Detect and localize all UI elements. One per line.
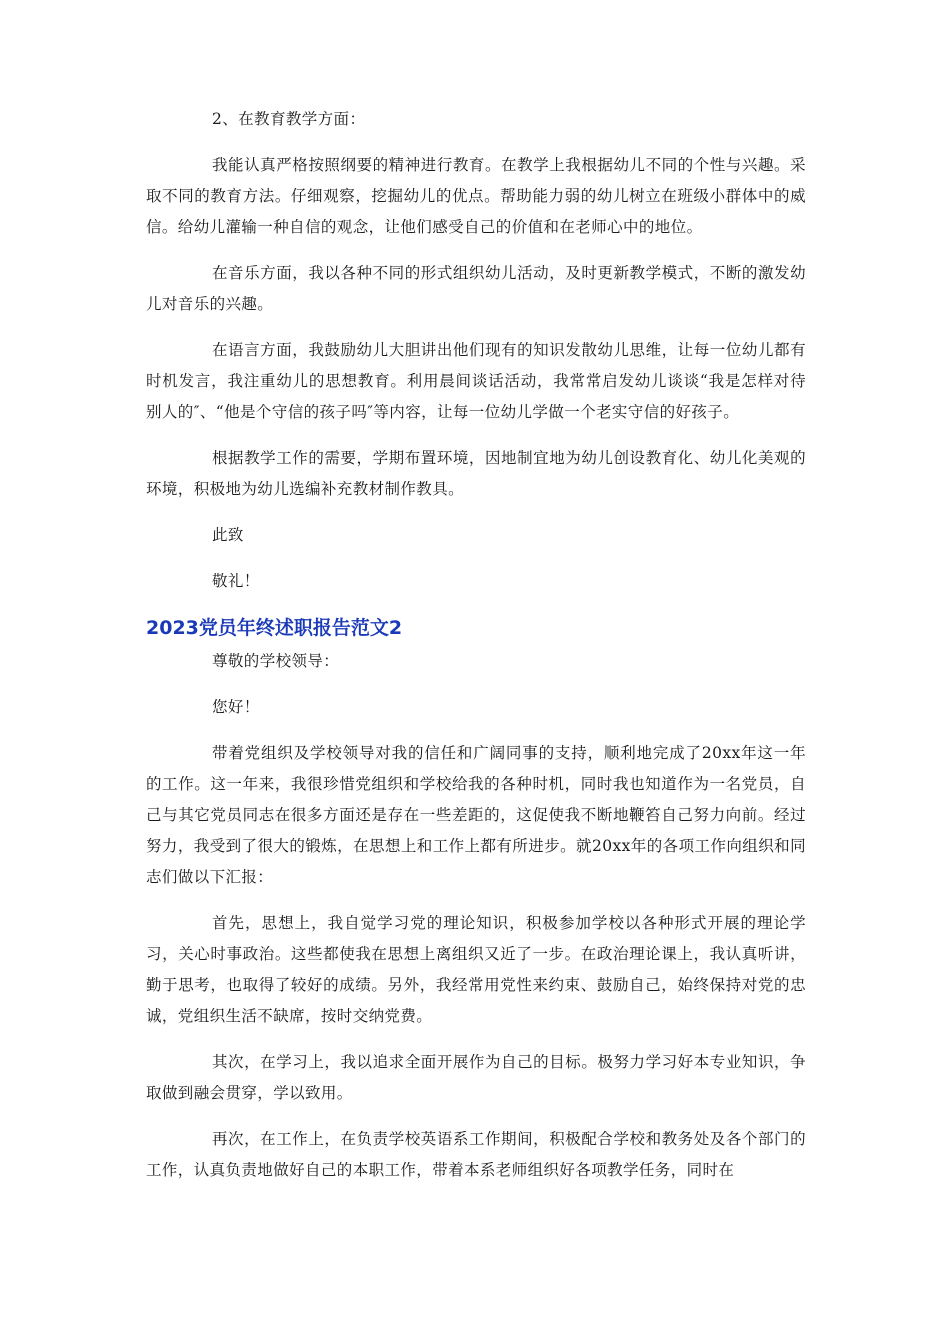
greeting: 尊敬的学校领导： [212, 652, 340, 670]
document-page [146, 104, 806, 1201]
greeting-hello: 您好！ [212, 698, 260, 716]
paragraph: 再次，在工作上，在负责学校英语系工作期间，积极配合学校和教务处及各个部门的工作，认真负责地做好自己的本职工作，带着本系老师组织好各项教学任务，同时在 [146, 1130, 806, 1179]
closing-regards: 敬礼！ [212, 572, 260, 590]
paragraph: 我能认真严格按照纲要的精神进行教育。在教学上我根据幼儿不同的个性与兴趣。采取不同的教育方法。仔细观察，挖掘幼儿的优点。帮助能力弱的幼儿树立在班级小群体中的威信。给幼儿灌输一种自信的观念，让他们感受自己的价值和在老师心中的地位。 [146, 156, 806, 236]
paragraph: 2、在教育教学方面： [212, 110, 366, 128]
section-heading: 2023党员年终述职报告范文2 [146, 617, 403, 639]
closing-salutation: 此致 [212, 526, 244, 544]
paragraph: 带着党组织及学校领导对我的信任和广阔同事的支持，顺利地完成了20xx年这一年的工作。这一年来，我很珍惜党组织和学校给我的各种时机，同时我也知道作为一名党员，自己与其它党员同志在很多方面还是存在一些差距的，这促使我不断地鞭笞自己努力向前。经过努力，我受到了很大的锻炼，在思想上和工作上都有所进步。就20xx年的各项工作向组织和同志们做以下汇报： [146, 744, 806, 886]
paragraph: 在音乐方面，我以各种不同的形式组织幼儿活动，及时更新教学模式，不断的激发幼儿对音乐的兴趣。 [146, 264, 806, 313]
paragraph: 在语言方面，我鼓励幼儿大胆讲出他们现有的知识发散幼儿思维，让每一位幼儿都有时机发言，我注重幼儿的思想教育。利用晨间谈话活动，我常常启发幼儿谈谈“我是怎样对待别人的″、“他是个守信的孩子吗″等内容，让每一位幼儿学做一个老实守信的好孩子。 [146, 341, 806, 421]
paragraph: 其次，在学习上，我以追求全面开展作为自己的目标。极努力学习好本专业知识，争取做到融会贯穿，学以致用。 [146, 1053, 806, 1102]
paragraph: 根据教学工作的需要，学期布置环境，因地制宜地为幼儿创设教育化、幼儿化美观的环境，积极地为幼儿选编补充教材制作教具。 [146, 449, 806, 498]
paragraph: 首先，思想上，我自觉学习党的理论知识，积极参加学校以各种形式开展的理论学习，关心时事政治。这些都使我在思想上离组织又近了一步。在政治理论课上，我认真听讲，勤于思考，也取得了较好的成绩。另外，我经常用党性来约束、鼓励自己，始终保持对党的忠诚，党组织生活不缺席，按时交纳党费。 [146, 914, 806, 1025]
